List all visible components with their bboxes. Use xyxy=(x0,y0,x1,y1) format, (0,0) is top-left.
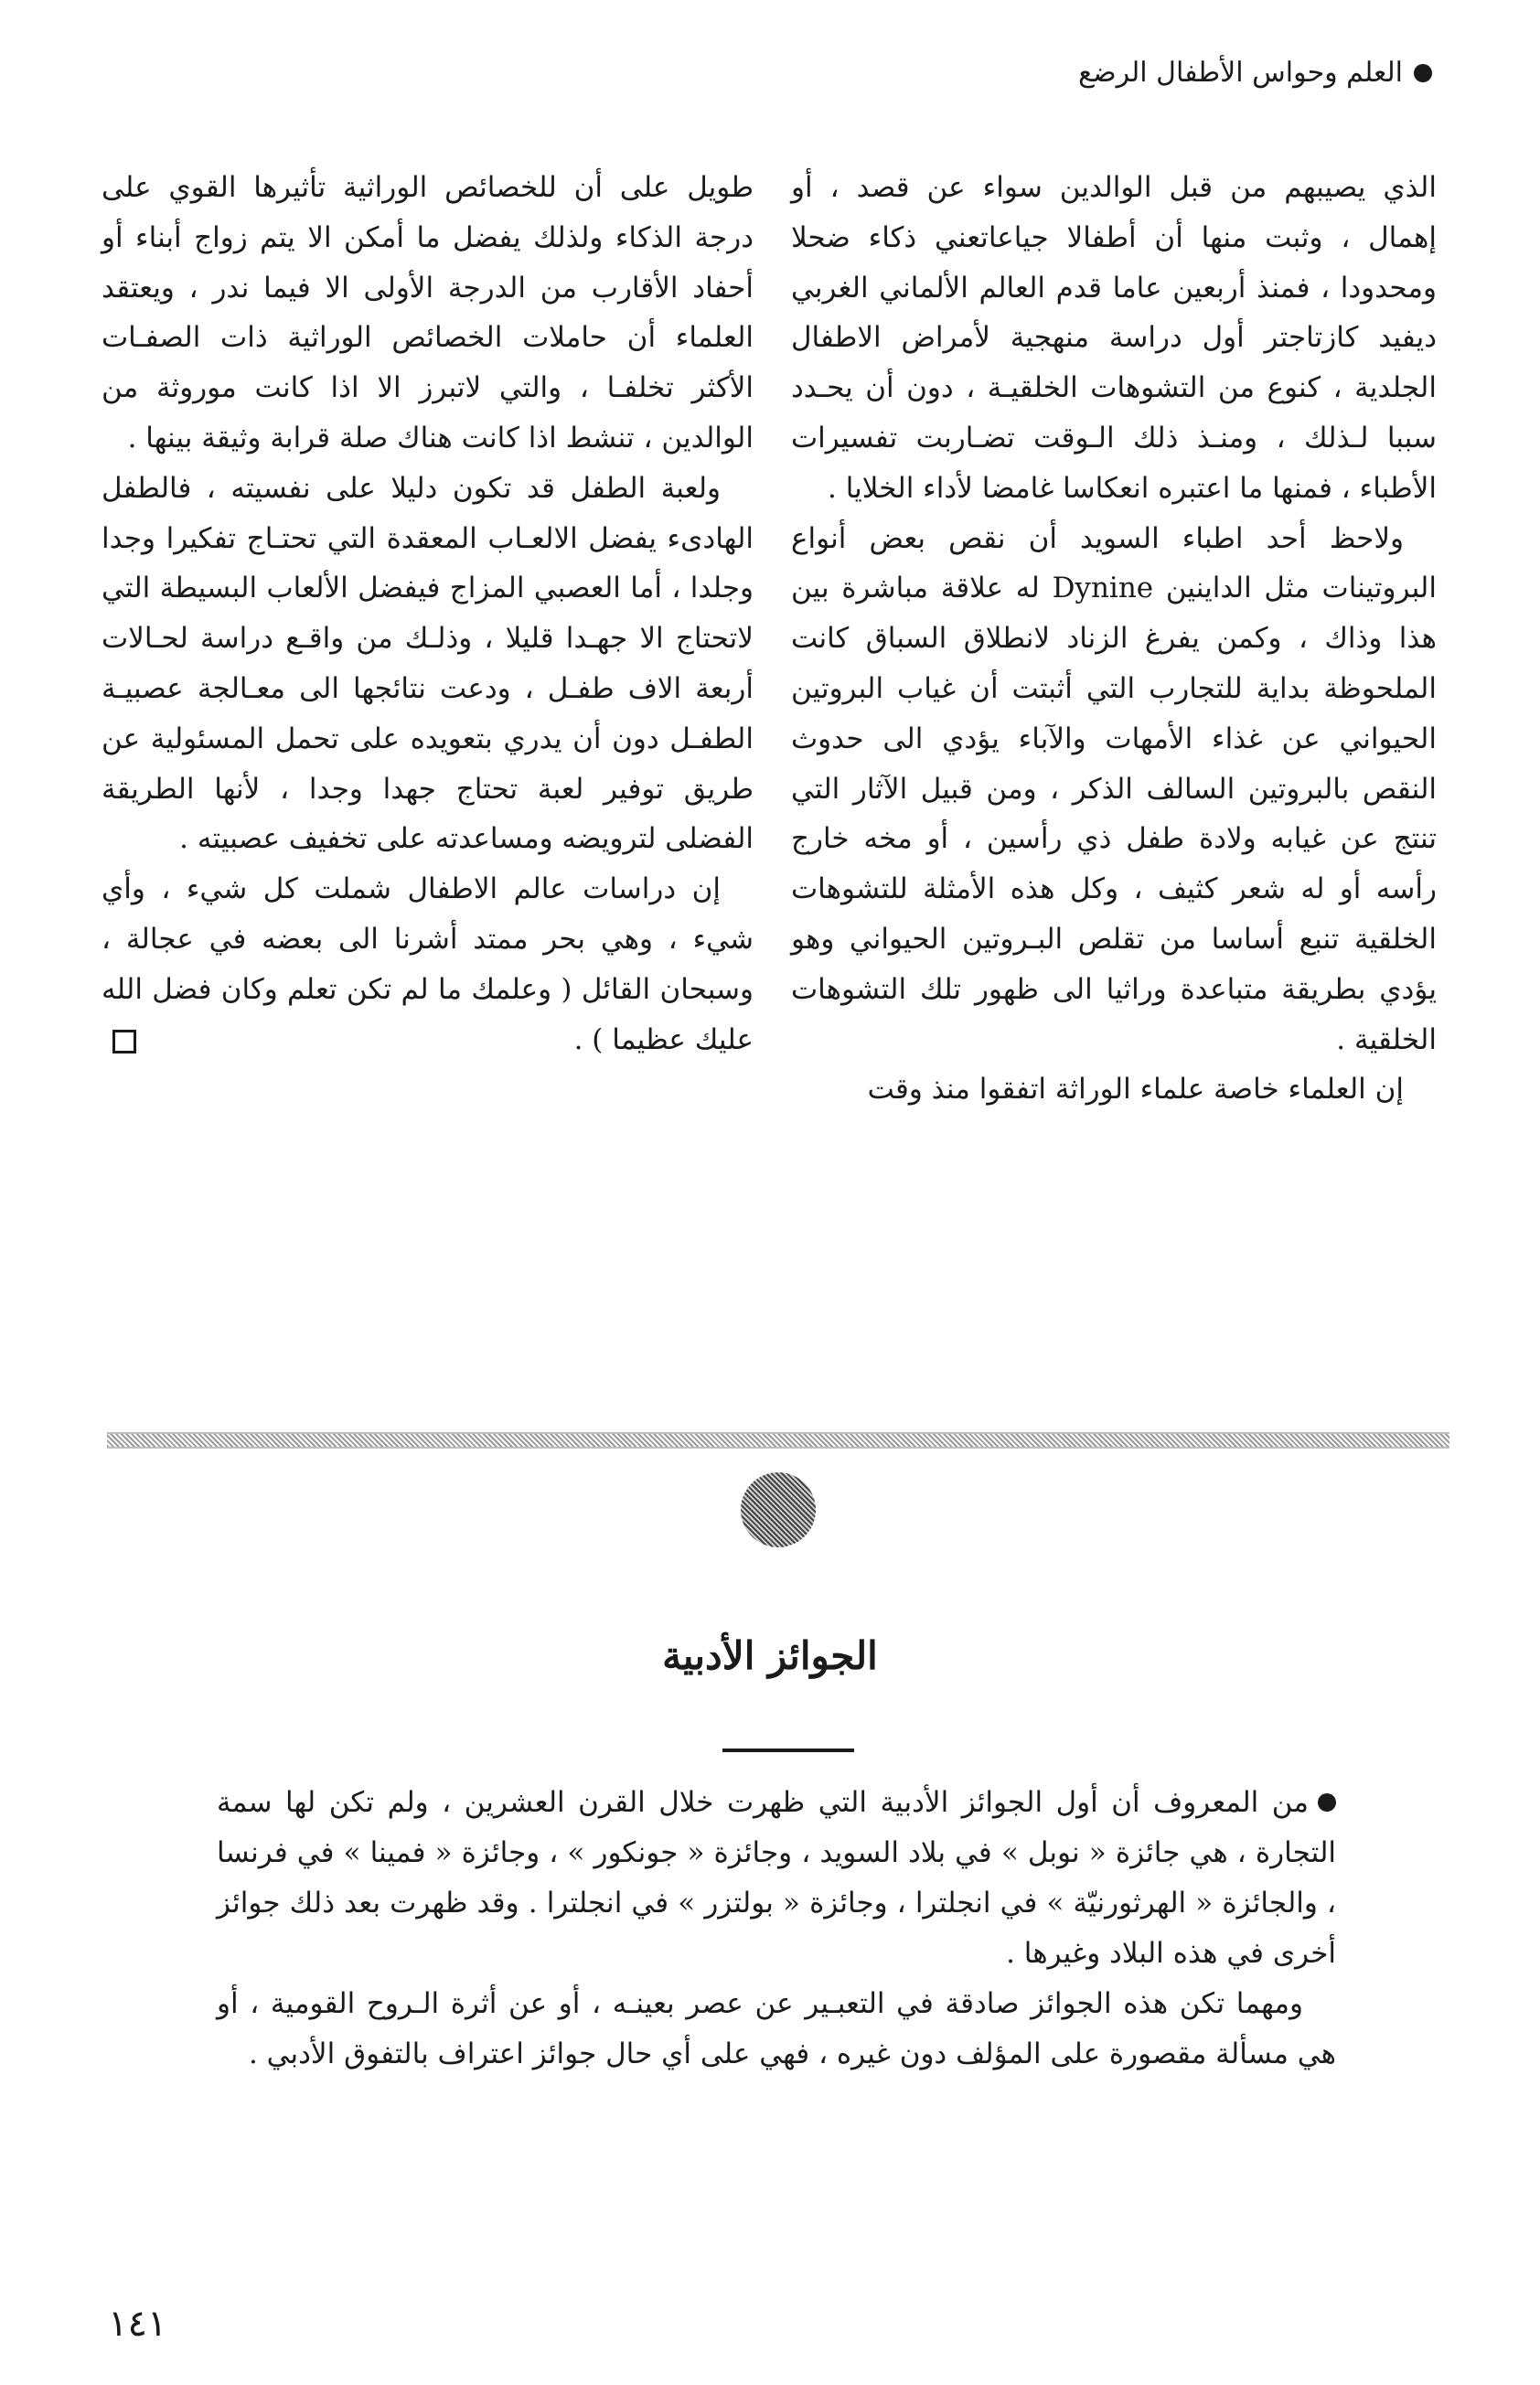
left-paragraph-1: طويل على أن للخصائص الوراثية تأثيرها القوي على درجة الذكاء ولذلك يفضل ما أمكن الا يتم زواج أبناء أو أحفاد الأقارب من الدرجة الأولى الا فيما ندر ، ويعتقد العلماء أن حاملات الخصائص الوراثية ذات الصفـات الأكثر تخلفـا ، والتي لاتبرز الا اذا كانت موروثة من الوالدين ، تنشط اذا كانت هناك صلة قرابة وثيقة بينها . xyxy=(102,171,754,455)
right-column xyxy=(791,163,1437,1115)
right-paragraph-1: الذي يصيبهم من قبل الوالدين سواء عن قصد ، أو إهمال ، وثبت منها أن أطفالا جياعاتعني ذكاء ضحلا ومحدودا ، فمنذ أربعين عاما قدم العالم الألماني الغربي ديفيد كازتاجتر أول دراسة منهجية لأمراض الاطفال الجلدية ، كنوع من التشوهات الخلقيـة ، دون أن يحـدد سببا لـذلك ، ومنـذ ذلك الـوقت تضـاربت تفسيرات الأطباء ، فمنها ما اعتبره انعكاسا غامضا لأداء الخلايا . xyxy=(791,171,1437,505)
section-paragraph-1-text: من المعروف أن أول الجوائز الأدبية التي ظهرت خلال القرن العشرين ، ولم تكن لها سمة التجارة ، هي جائزة « نوبل » في بلاد السويد ، وجائزة « جونكور » ، وجائزة « فمينا » في فرنسا ، والجائزة « الهرثورنيّة » في انجلترا ، وجائزة « بولتزر » في انجلترا . وقد ظهرت بعد ذلك جوائز أخرى في هذه البلاد وغيرها . xyxy=(217,1786,1336,1970)
section-title: الجوائز الأدبية xyxy=(662,1633,878,1678)
left-column xyxy=(102,163,754,1064)
running-header xyxy=(1078,57,1432,89)
section-divider xyxy=(107,1432,1449,1449)
right-paragraph-2: ولاحظ أحد اطباء السويد أن نقص بعض أنواع البروتينات مثل الداينين Dynine له علاقة مباشرة بين هذا وذاك ، وكمن يفرغ الزناد لانطلاق السباق كانت الملحوظة بداية للتجارب التي أثبتت أن غياب البروتين الحيواني عن غذاء الأمهات والآباء يؤدي الى حدوث النقص بالبروتين السالف الذكر ، ومن قبيل الآثار التي تنتج عن غيابه ولادة طفل ذي رأسين ، أو مخه خارج رأسه أو له شعر كثيف ، وكل هذه الأمثلة للتشوهات الخلقية تنبع أساسا من تقلص البـروتين الحيواني وهو يؤدي بطريقة متباعدة وراثيا الى ظهور تلك التشوهات الخلقية . xyxy=(791,521,1437,1056)
section-body xyxy=(217,1778,1336,2080)
section-paragraph-2: ومهما تكن هذه الجوائز صادقة في التعبـير عن عصر بعينـه ، أو عن أثرة الـروح القومية ، أو هي مسألة مقصورة على المؤلف دون غيره ، فهي على أي حال جوائز اعتراف بالتفوق الأدبي . xyxy=(217,1987,1336,2070)
paragraph-bullet-icon xyxy=(1318,1793,1336,1812)
end-of-article-icon xyxy=(112,1030,136,1053)
left-paragraph-3: إن دراسات عالم الاطفال شملت كل شيء ، وأي شيء ، وهي بحر ممتد أشرنا الى بعضه في عجالة ، وسبحان القائل ( وعلمك ما لم تكن تعلم وكان فضل الله عليك عظيما ) . xyxy=(102,872,754,1056)
left-paragraph-2: ولعبة الطفل قد تكون دليلا على نفسيته ، فالطفل الهادىء يفضل الالعـاب المعقدة التي تحتـاج تفكيرا وجدا وجلدا ، أما العصبي المزاج فيفضل الألعاب البسيطة التي لاتحتاج الا جهـدا قليلا ، وذلـك من واقـع دراسة لحـالات أربعة الاف طفـل ، ودعت نتائجها الى معـالجة عصبيـة الطفـل دون أن يدري بتعويده على تحمل المسئولية عن طريق توفير لعبة تحتاج جهدا وجدا ، لأنها الطريقة الفضلى لترويضه ومساعدته على تخفيف عصبيته . xyxy=(102,471,754,856)
ornament-circle-icon xyxy=(741,1472,816,1547)
section-paragraph-1 xyxy=(217,1778,1336,1979)
page-number: ١٤١ xyxy=(108,2303,167,2345)
running-title: العلم وحواس الأطفال الرضع xyxy=(1078,57,1403,89)
header-bullet-icon xyxy=(1414,64,1432,82)
title-underline xyxy=(722,1749,854,1752)
right-paragraph-3: إن العلماء خاصة علماء الوراثة اتفقوا منذ وقت xyxy=(867,1073,1404,1107)
